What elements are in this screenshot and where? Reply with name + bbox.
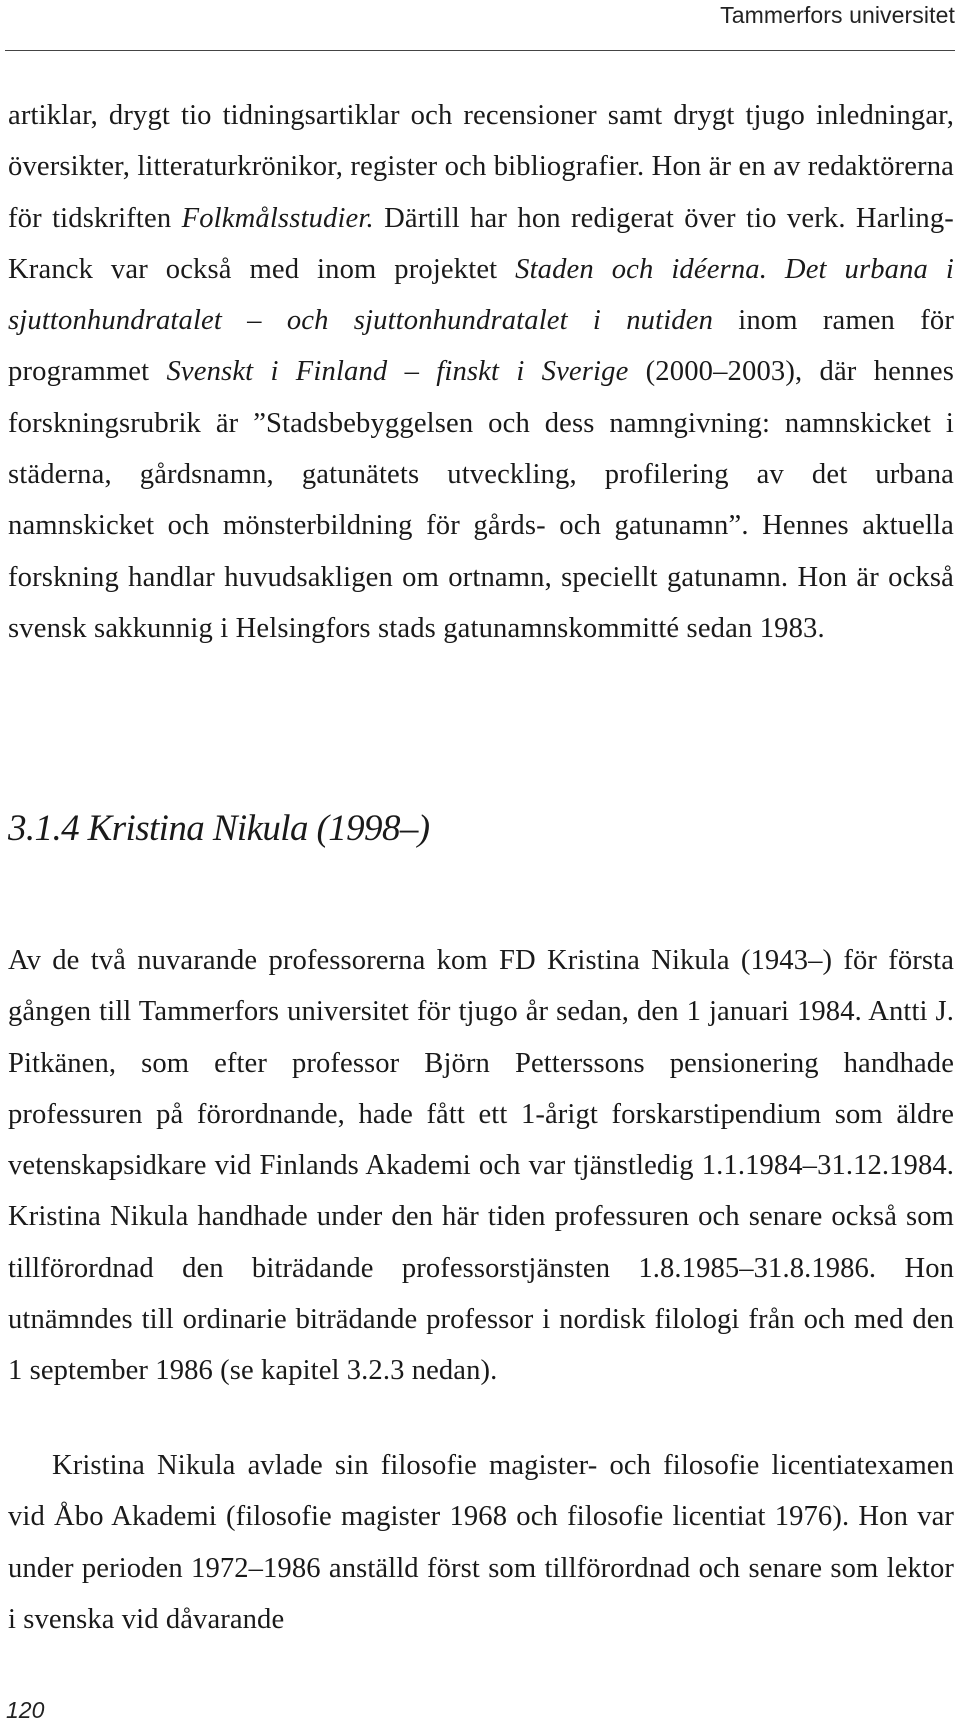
journal-title: Folkmålsstudier. [181, 202, 374, 234]
paragraph-text-segment: inom ramen för programmet [8, 305, 954, 388]
paragraph-text-segment: (2000–2003), där hennes forskningsrubrik är ”Stadsbebyggelsen och dess namngivning: namnskicket i städerna, gårdsnamn, gatunätets utveckling, profilering av det urbana namnskicket och mönsterbildning för gårds- och gatunamn”. Hennes aktuella forskning handlar huvudsakligen om ortnamn, speciellt gatunamn. Hon är också svensk sakkunnig i Helsingfors stads gatunamnskommitté sedan 1983. [8, 356, 954, 644]
programme-title: Svenskt i Finland – finskt i Sverige [166, 356, 629, 388]
paragraph-nikula-education: Kristina Nikula avlade sin filosofie magister- och filosofie licentiatexamen vid Åbo Akademi (filosofie magister 1968 och filosofie licentiat 1976). Hon var under perioden 1972–1986 anställd först som tillförordnad och senare som lektor i svenska vid dåvarande [8, 1450, 954, 1635]
project-title: Staden och idéerna. Det urbana i sjuttonhundratalet – och sjuttonhundratalet i nutiden [8, 253, 954, 337]
paragraph-text-segment: artiklar, drygt tio tidningsartiklar och recensioner samt drygt tjugo inledningar, översikter, litteraturkrönikor, register och bibliografier. Hon är en av redaktörerna för tidskriften [8, 100, 954, 234]
paragraph-nikula-appointment: Av de två nuvarande professorerna kom FD Kristina Nikula (1943–) för första gången till Tammerfors universitet för tjugo år sedan, den 1 januari 1984. Antti J. Pitkänen, som efter professor Björn Petterssons pensionering handhade professuren på förordnande, hade fått ett 1-årigt forskarstipendium som äldre vetenskapsidkare vid Finlands Akademi och var tjänstledig 1.1.1984–31.12.1984. Kristina Nikula handhade under den här tiden professuren och senare också som tillförordnad den biträdande professorstjänsten 1.8.1985–31.8.1986. Hon utnämndes till ordinarie biträdande professor i nordisk filologi från och med den 1 september 1986 (se kapitel 3.2.3 nedan). [8, 945, 954, 1387]
running-title: Tammerfors universitet [720, 2, 955, 28]
section-heading: 3.1.4 Kristina Nikula (1998–) [8, 808, 430, 849]
header-divider [5, 50, 955, 51]
paragraph-harling-kranck [8, 90, 954, 654]
page-number: 120 [6, 1697, 45, 1723]
paragraph-text-segment: Därtill har hon redigerat över tio verk. Harling-Kranck var också med inom projektet [8, 202, 954, 285]
